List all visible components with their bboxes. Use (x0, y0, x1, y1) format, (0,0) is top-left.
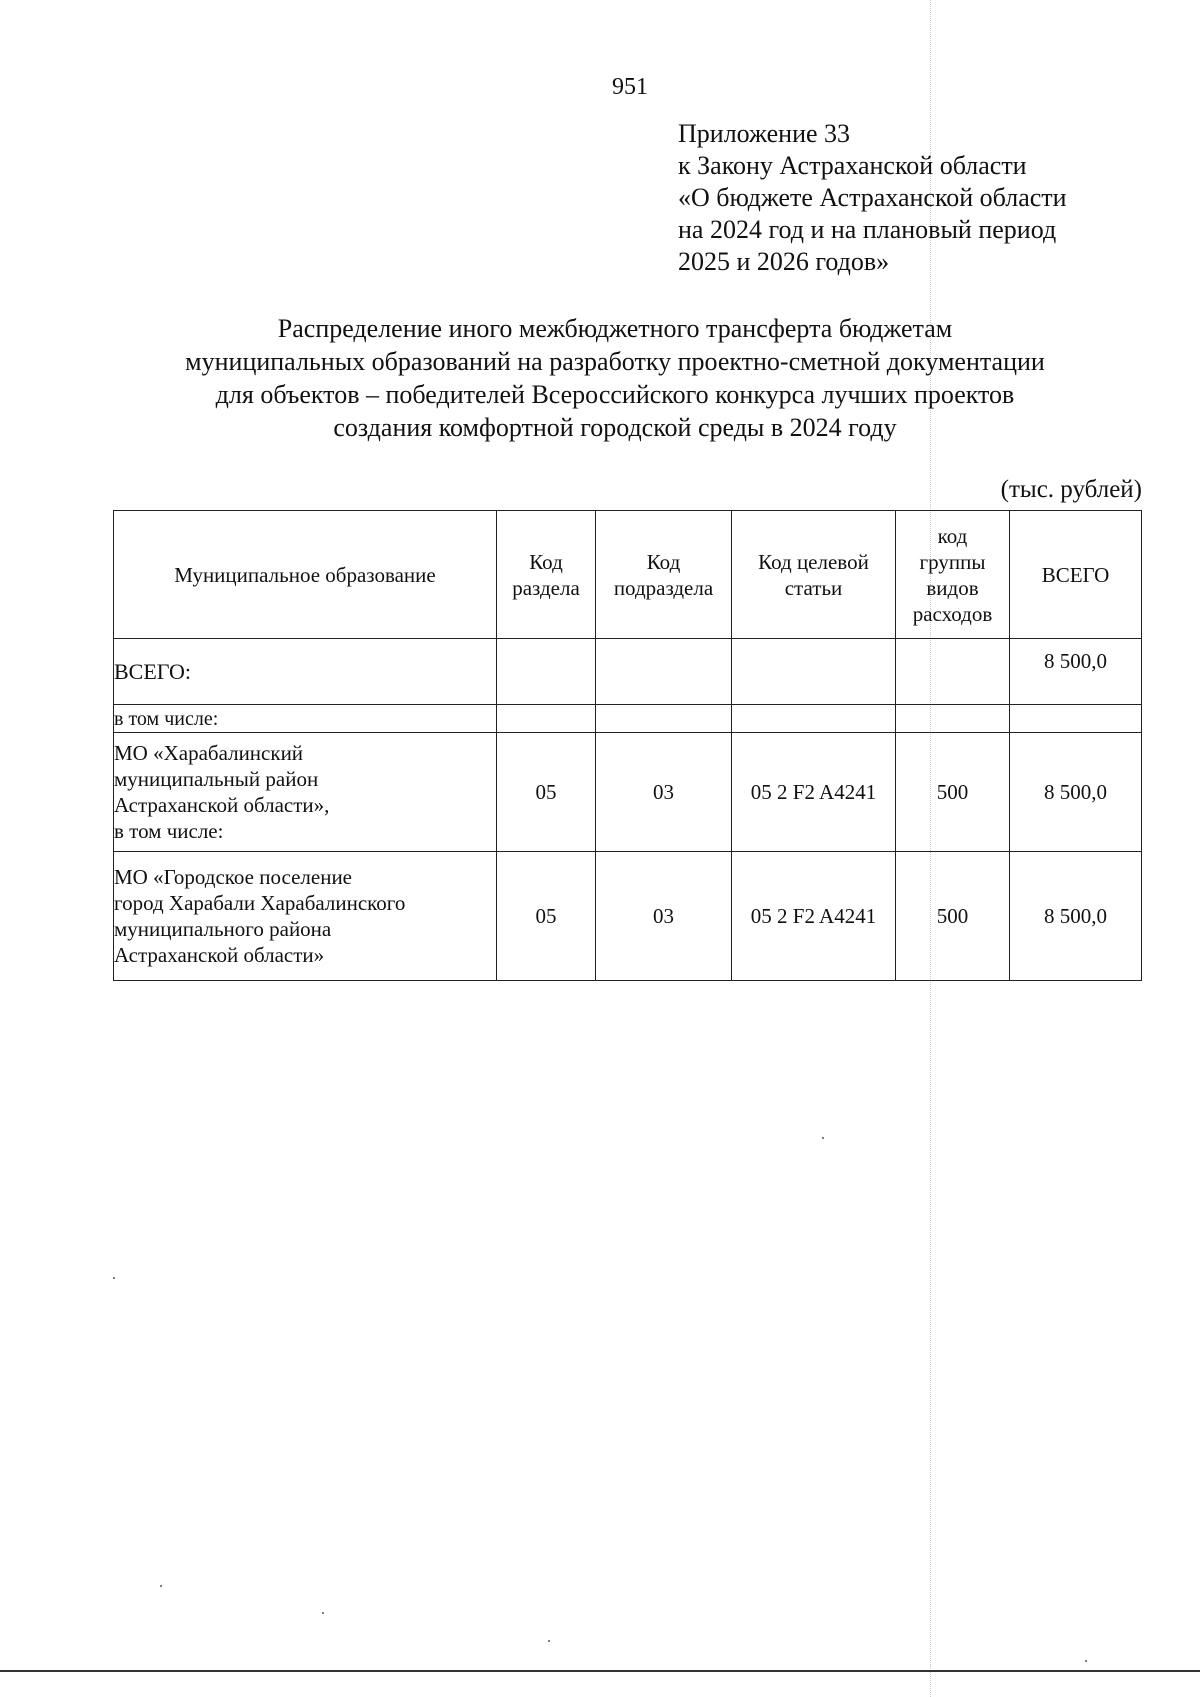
empty-cell (596, 639, 732, 705)
subsection-code: 03 (596, 852, 732, 981)
title-line: создания комфортной городской среды в 2024 году (333, 413, 897, 442)
scan-speck (322, 1612, 324, 1614)
empty-cell (896, 639, 1010, 705)
scan-speck (1085, 1660, 1087, 1662)
header-text: Код (529, 549, 563, 574)
including-label: в том числе: (114, 705, 497, 733)
subsection-code: 03 (596, 733, 732, 852)
target-code: 05 2 F2 A4241 (732, 733, 896, 852)
title-line: для объектов – победителей Всероссийского конкурса лучших проектов (215, 380, 1015, 409)
header-subsection-code (596, 511, 732, 639)
header-text: группы (919, 549, 986, 574)
header-text: расходов (912, 601, 993, 626)
header-expense-group-code (896, 511, 1010, 639)
scan-speck (822, 1137, 824, 1139)
name-line: город Харабали Харабалинского (114, 891, 406, 915)
empty-cell (1010, 705, 1142, 733)
name-line: МО «Городское поселение (114, 865, 353, 889)
expense-group-code: 500 (896, 852, 1010, 981)
name-line: Астраханской области», (114, 793, 330, 817)
bottom-edge-rule (0, 1670, 1200, 1672)
header-text: раздела (512, 575, 580, 600)
title-line: муниципальных образований на разработку проектно-сметной документации (185, 347, 1045, 376)
empty-cell (732, 705, 896, 733)
section-code: 05 (497, 733, 596, 852)
scan-speck (548, 1640, 550, 1642)
scan-speck (113, 1277, 115, 1279)
title-line: Распределение иного межбюджетного трансферта бюджетам (277, 314, 953, 343)
header-text: подраздела (613, 575, 714, 600)
total-amount: 8 500,0 (1010, 639, 1142, 705)
empty-cell (497, 639, 596, 705)
appendix-line: к Закону Астраханской области (678, 151, 1027, 180)
target-code: 05 2 F2 A4241 (732, 852, 896, 981)
header-text: Муниципальное образование (174, 562, 436, 587)
empty-cell (732, 639, 896, 705)
header-total (1010, 511, 1142, 639)
appendix-line: Приложение 33 (678, 119, 851, 148)
including-row (114, 705, 1142, 733)
header-section-code (497, 511, 596, 639)
header-target-code (732, 511, 896, 639)
header-text: статьи (784, 575, 843, 600)
name-line: МО «Харабалинский (114, 741, 304, 765)
scan-speck (160, 1585, 162, 1587)
header-municipality (114, 511, 497, 639)
empty-cell (497, 705, 596, 733)
appendix-line: 2025 и 2026 годов» (678, 247, 890, 276)
distribution-table (113, 510, 1142, 981)
total-row (114, 639, 1142, 705)
total-label: ВСЕГО: (114, 639, 497, 705)
row-total-amount: 8 500,0 (1010, 852, 1142, 981)
header-text: Код целевой (758, 549, 869, 574)
name-line: в том числе: (114, 819, 224, 843)
header-text: код (937, 523, 968, 548)
appendix-note (678, 118, 1067, 278)
municipality-name (114, 733, 497, 852)
name-line: Астраханской области» (114, 943, 325, 967)
row-total-amount: 8 500,0 (1010, 733, 1142, 852)
empty-cell (596, 705, 732, 733)
empty-cell (896, 705, 1010, 733)
header-text: ВСЕГО (1041, 562, 1110, 587)
municipality-name (114, 852, 497, 981)
page-number: 951 (612, 74, 648, 100)
header-text: Код (646, 549, 681, 574)
document-title (110, 312, 1120, 444)
header-text: видов (926, 575, 979, 600)
table-row (114, 852, 1142, 981)
expense-group-code: 500 (896, 733, 1010, 852)
appendix-line: «О бюджете Астраханской области (678, 183, 1067, 212)
table-row (114, 733, 1142, 852)
units-label: (тыс. рублей) (1000, 476, 1142, 503)
section-code: 05 (497, 852, 596, 981)
appendix-line: на 2024 год и на плановый период (678, 215, 1057, 244)
name-line: муниципального района (114, 917, 332, 941)
name-line: муниципальный район (114, 767, 319, 791)
table-header-row (114, 511, 1142, 639)
